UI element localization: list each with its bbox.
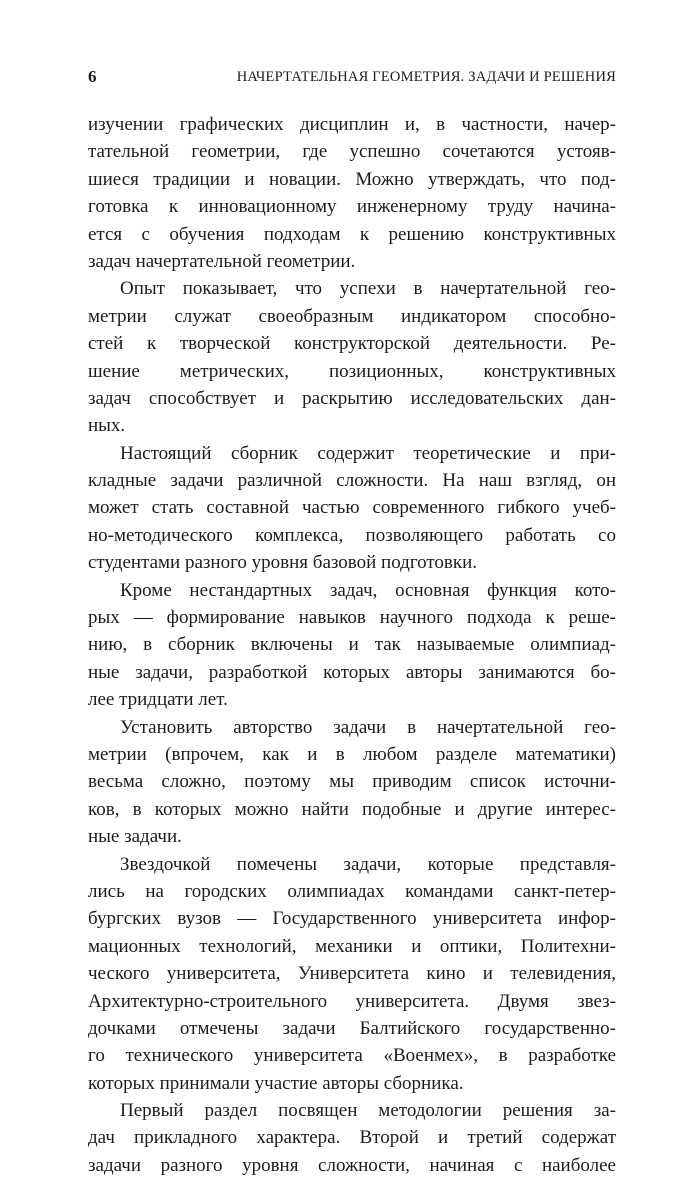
text-line: изучении графических дисциплин и, в частности, начер- xyxy=(88,114,616,135)
text-line: ные задачи. xyxy=(88,826,182,848)
text-line: Архитектурно-строительного университета. Двумя звез- xyxy=(88,990,616,1012)
text-line: шение метрических, позиционных, конструктивных xyxy=(88,360,616,382)
text-line: задач начертательной геометрии. xyxy=(88,250,356,272)
text-line: шиеся традиции и новации. Можно утверждать, что под- xyxy=(88,168,616,190)
text-line: го технического университета «Военмех», в разработке xyxy=(88,1045,616,1067)
body-text xyxy=(88,111,616,1179)
paragraph xyxy=(88,714,616,851)
text-line: ческого университета, Университета кино и телевидения, xyxy=(88,963,616,985)
paragraph xyxy=(88,851,616,1098)
text-line: которых принимали участие авторы сборника. xyxy=(88,1072,464,1094)
text-line: ных. xyxy=(88,415,126,437)
running-title: НАЧЕРТАТЕЛЬНАЯ ГЕОМЕТРИЯ. ЗАДАЧИ И РЕШЕНИЯ xyxy=(236,69,616,85)
text-line: кладные задачи различной сложности. На наш взгляд, он xyxy=(88,470,616,492)
text-line: Установить авторство задачи в начертательной гео- xyxy=(120,716,616,738)
text-line: Настоящий сборник содержит теоретические и при- xyxy=(120,442,616,464)
paragraph xyxy=(88,1097,616,1179)
text-line: дочками отмечены задачи Балтийского государственно- xyxy=(88,1017,616,1039)
text-line: Кроме нестандартных задач, основная функция кото- xyxy=(120,579,616,601)
text-line: ные задачи, разработкой которых авторы занимаются бо- xyxy=(88,661,616,683)
text-line: тательной геометрии, где успешно сочетаются устояв- xyxy=(88,141,616,163)
text-line: лись на городских олимпиадах командами санкт-петер- xyxy=(88,880,616,902)
text-line: Опыт показывает, что успехи в начертательной гео- xyxy=(120,278,616,300)
text-line: весьма сложно, поэтому мы приводим список источни- xyxy=(88,771,616,793)
text-line: может стать составной частью современного гибкого учеб- xyxy=(88,497,616,519)
paragraph xyxy=(88,577,616,714)
paragraph xyxy=(88,440,616,577)
text-line: Звездочкой помечены задачи, которые представля- xyxy=(120,853,616,875)
text-line: дач прикладного характера. Второй и третий содержат xyxy=(88,1127,616,1149)
running-header xyxy=(88,66,616,88)
page-number: 6 xyxy=(88,67,97,86)
text-line: мационных технологий, механики и оптики, Политехни- xyxy=(88,935,616,957)
text-line: ется с обучения подходам к решению конструктивных xyxy=(88,223,616,245)
text-line: но-методического комплекса, позволяющего работать со xyxy=(88,524,616,546)
text-line: метрии (впрочем, как и в любом разделе математики) xyxy=(88,743,616,765)
text-line: ков, в которых можно найти подобные и другие интерес- xyxy=(88,798,616,820)
text-line: задач способствует и раскрытию исследовательских дан- xyxy=(88,387,616,409)
text-line: метрии служат своеобразным индикатором способно- xyxy=(88,305,616,327)
text-line: нию, в сборник включены и так называемые олимпиад- xyxy=(88,634,616,656)
text-line: студентами разного уровня базовой подготовки. xyxy=(88,552,478,574)
text-line: лее тридцати лет. xyxy=(88,689,228,711)
text-line: рых — формирование навыков научного подхода к реше- xyxy=(88,607,616,629)
text-line: бургских вузов — Государственного университета инфор- xyxy=(88,908,616,930)
paragraph xyxy=(88,275,616,439)
paragraph xyxy=(88,111,616,275)
text-line: Первый раздел посвящен методологии решения за- xyxy=(120,1100,616,1122)
text-line: задачи разного уровня сложности, начиная с наиболее xyxy=(88,1154,616,1176)
text-line: стей к творческой конструкторской деятельности. Ре- xyxy=(88,333,616,355)
text-line: готовка к инновационному инженерному труду начина- xyxy=(88,196,616,218)
